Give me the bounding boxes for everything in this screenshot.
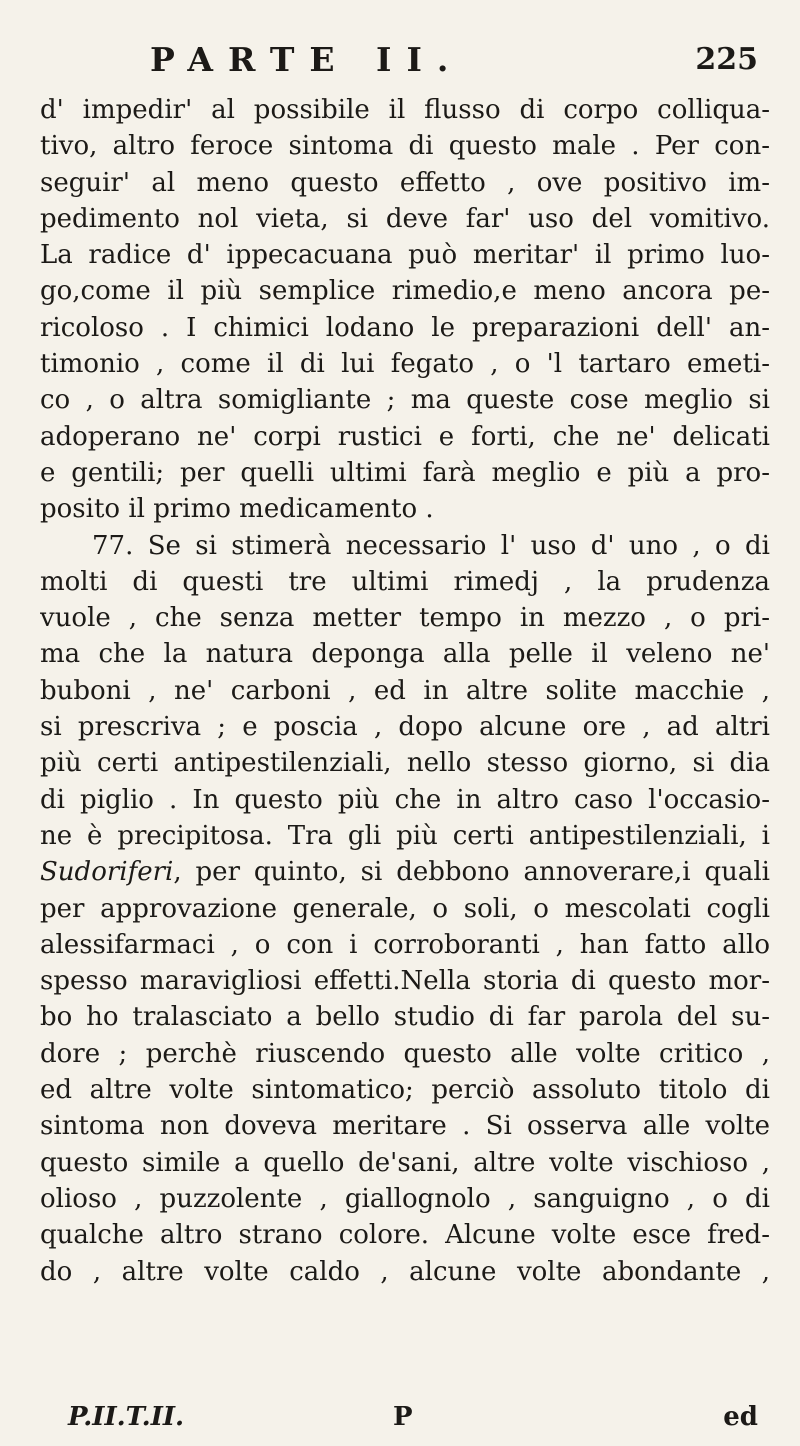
text-line: ricoloso . I chimici lodano le preparazioni dell' an- <box>40 312 770 343</box>
text-line: sintoma non doveva meritare . Si osserva alle volte <box>40 1111 770 1142</box>
body-text <box>40 92 770 1290</box>
text-line: co , o altra somigliante ; ma queste cose meglio si <box>40 385 770 416</box>
text-line: buboni , ne' carboni , ed in altre solite macchie , <box>40 675 770 706</box>
text-line: ne è precipitosa. Tra gli più certi antipestilenziali, i <box>40 820 770 851</box>
text-line: più certi antipestilenziali, nello stesso giorno, si dia <box>40 748 770 779</box>
text-line: molti di questi tre ultimi rimedj , la prudenza <box>40 566 770 597</box>
text-line: go,come il più semplice rimedio,e meno ancora pe- <box>40 276 770 307</box>
signature-mark: P <box>393 1402 413 1432</box>
text-line: bo ho tralasciato a bello studio di far parola del su- <box>40 1002 770 1033</box>
text-line: olioso , puzzolente , giallognolo , sanguigno , o di <box>40 1183 770 1214</box>
text-line: d' impedir' al possibile il flusso di corpo colliqua- <box>40 95 770 125</box>
text-line: pedimento nol vieta, si deve far' uso del vomitivo. <box>40 203 770 234</box>
catchword: ed <box>723 1402 758 1432</box>
italic-term: Sudoriferi <box>40 857 174 888</box>
text-line: seguir' al meno questo effetto , ove positivo im- <box>40 167 770 198</box>
page-footer <box>0 1402 800 1442</box>
text-line: La radice d' ippecacuana può meritar' il primo luo- <box>40 240 770 271</box>
paragraph-77-start: 77. Se si stimerà necessario l' uso d' uno , o di <box>92 530 770 561</box>
text-line: timonio , come il di lui fegato , o 'l tartaro emeti- <box>40 349 770 380</box>
text-line: do , altre volte caldo , alcune volte abondante , <box>40 1256 770 1287</box>
running-title: PARTE II. <box>150 40 464 79</box>
text-line: posito il primo medicamento . <box>40 494 434 525</box>
page-number: 225 <box>695 42 758 77</box>
text-line: ed altre volte sintomatico; perciò assoluto titolo di <box>40 1075 770 1106</box>
running-head <box>0 40 800 86</box>
text-line: alessifarmaci , o con i corroboranti , han fatto allo <box>40 929 770 960</box>
text-line: adoperano ne' corpi rustici e forti, che ne' delicati <box>40 421 770 452</box>
text-line-sudoriferi: Sudoriferi, per quinto, si debbono annoverare,i quali <box>40 857 770 888</box>
text-line: spesso maravigliosi effetti.Nella storia di questo mor- <box>40 966 770 997</box>
text-line: e gentili; per quelli ultimi farà meglio e più a pro- <box>40 457 770 488</box>
text-line: di piglio . In questo più che in altro caso l'occasio- <box>40 784 770 815</box>
text-line: dore ; perchè riuscendo questo alle volte critico , <box>40 1038 770 1069</box>
text-line: questo simile a quello de'sani, altre volte vischioso , <box>40 1147 770 1178</box>
text-line: vuole , che senza metter tempo in mezzo , o pri- <box>40 603 770 634</box>
text-line: ma che la natura deponga alla pelle il veleno ne' <box>40 639 770 670</box>
text-line: per approvazione generale, o soli, o mescolati cogli <box>40 893 770 924</box>
signature-label: P.II.T.II. <box>68 1402 185 1432</box>
text-line: qualche altro strano colore. Alcune volte esce fred- <box>40 1220 770 1251</box>
text-line: si prescriva ; e poscia , dopo alcune ore , ad altri <box>40 712 770 743</box>
text-line: tivo, altro feroce sintoma di questo male . Per con- <box>40 131 770 162</box>
